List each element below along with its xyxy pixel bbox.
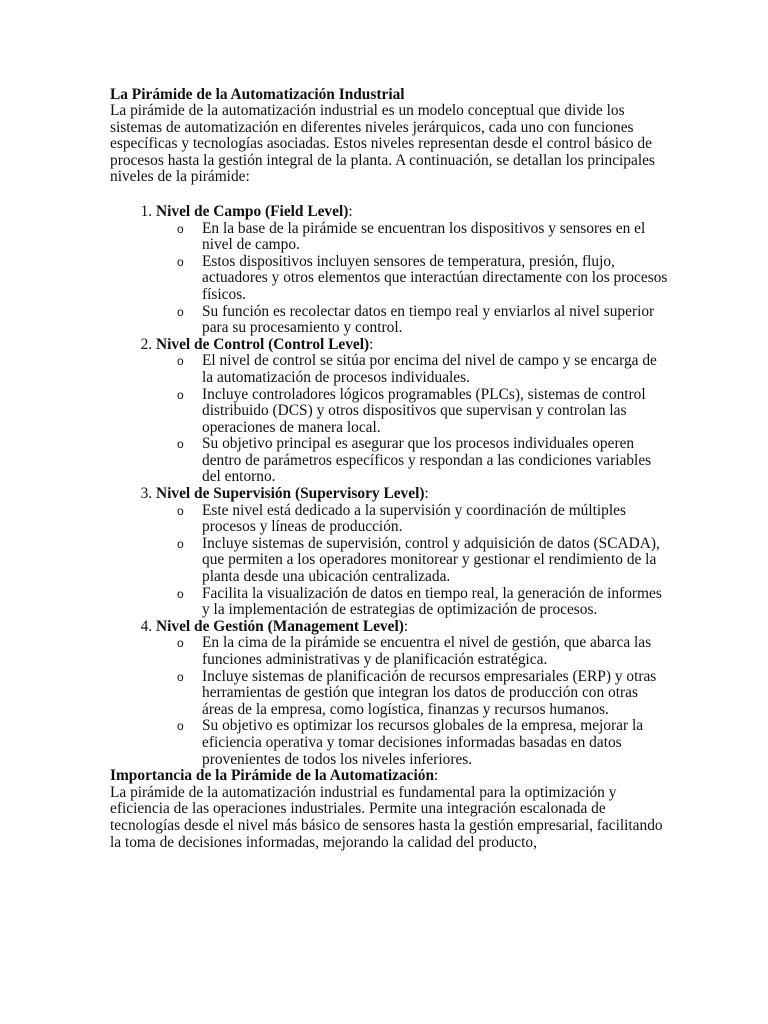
document-title: La Pirámide de la Automatización Industrial xyxy=(110,86,405,103)
bullet-circle-icon: o xyxy=(177,503,184,518)
bullet-circle-icon: o xyxy=(177,437,184,452)
bullet-item xyxy=(177,667,668,719)
bullet-text: Incluye sistemas de planificación de recursos empresariales (ERP) y otras herramientas de gestión que integran los datos de producción con otras áreas de la empresa, como logística, finanzas y recursos humanos. xyxy=(202,667,657,718)
level-suffix: : xyxy=(348,202,353,220)
level-name: Nivel de Control (Control Level) xyxy=(156,335,370,353)
bullet-text: Incluye sistemas de supervisión, control y adquisición de datos (SCADA), que permiten a los operadores monitorear y gestionar el rendimiento de la planta desde una ubicación centralizada. xyxy=(202,534,660,586)
bullet-item xyxy=(177,534,668,586)
bullet-circle-icon: o xyxy=(177,354,184,369)
level-name: Nivel de Campo (Field Level) xyxy=(156,202,349,220)
bullet-item xyxy=(177,219,668,254)
level-bullets xyxy=(156,353,668,486)
bullet-circle-icon: o xyxy=(177,304,184,319)
level-heading xyxy=(156,204,668,221)
bullet-item xyxy=(177,584,668,619)
bullet-text: Su objetivo principal es asegurar que los procesos individuales operen dentro de parámetros específicos y respondan a las condiciones variables del entorno. xyxy=(202,435,652,486)
bullet-text: Su objetivo es optimizar los recursos globales de la empresa, mejorar la eficiencia operativa y tomar decisiones informadas basadas en datos provenientes de todos los niveles inferiores. xyxy=(202,717,644,768)
section-heading-text: Importancia de la Pirámide de la Automatización xyxy=(110,767,435,785)
bullet-text: Incluye controladores lógicos programables (PLCs), sistemas de control distribuido (DCS) y otros dispositivos que supervisan y controlan las operaciones de manera local. xyxy=(202,385,646,436)
level-heading xyxy=(156,486,668,503)
level-bullets xyxy=(156,503,668,619)
bullet-item xyxy=(177,252,668,304)
level-suffix: : xyxy=(403,617,409,635)
bullet-text: En la cima de la pirámide se encuentra el nivel de gestión, que abarca las funciones administrativas y de planificación estratégica. xyxy=(202,634,652,668)
level-bullets xyxy=(156,635,668,768)
bullet-item xyxy=(177,501,668,536)
bullet-text: En la base de la pirámide se encuentran los dispositivos y sensores en el nivel de campo. xyxy=(202,219,646,254)
bullet-text: Estos dispositivos incluyen sensores de temperatura, presión, flujo, actuadores y otros elementos que interactúan directamente con los procesos físicos. xyxy=(202,252,668,303)
bullet-circle-icon: o xyxy=(177,669,184,684)
bullet-circle-icon: o xyxy=(177,536,184,551)
section-heading xyxy=(110,768,668,785)
bullet-text: Su función es recolectar datos en tiempo real y enviarlos al nivel superior para su procesamiento y control. xyxy=(202,302,655,337)
closing-paragraph: La pirámide de la automatización industrial es fundamental para la optimización y eficiencia de las operaciones industriales. Permite una integración escalonada de tecnologías desde el nivel más básico de sensores hasta la gestión empresarial, facilitando la toma de decisiones informadas, mejorando la calidad del producto, xyxy=(110,783,663,851)
bullet-item xyxy=(177,302,668,337)
bullet-item xyxy=(177,717,668,768)
bullet-item xyxy=(177,634,668,668)
bullet-circle-icon: o xyxy=(177,586,184,601)
level-name: Nivel de Supervisión (Supervisory Level) xyxy=(156,485,425,503)
bullet-circle-icon: o xyxy=(177,221,184,236)
level-suffix: : xyxy=(424,485,429,503)
bullet-item xyxy=(177,435,668,486)
level-item xyxy=(156,486,668,619)
bullet-item xyxy=(177,385,668,437)
level-heading xyxy=(156,619,668,636)
bullet-circle-icon: o xyxy=(177,387,184,402)
bullet-text: Este nivel está dedicado a la supervisión y coordinación de múltiples procesos y líneas de producción. xyxy=(202,501,626,536)
bullet-item xyxy=(177,352,668,386)
section-heading-suffix: : xyxy=(434,767,439,785)
levels-list xyxy=(110,204,668,768)
intro-paragraph: La pirámide de la automatización industrial es un modelo conceptual que divide los sistemas de automatización en diferentes niveles jerárquicos, cada uno con funciones específicas y tecnologías asociadas. Estos niveles representan desde el control básico de procesos hasta la gestión integral de la planta. A continuación, se detallan los principales niveles de la pirámide: xyxy=(110,102,655,186)
bullet-circle-icon: o xyxy=(177,719,184,734)
bullet-text: Facilita la visualización de datos en tiempo real, la generación de informes y la implementación de estrategias de optimización de procesos. xyxy=(202,584,662,619)
bullet-circle-icon: o xyxy=(177,636,184,651)
level-name: Nivel de Gestión (Management Level) xyxy=(156,617,404,635)
level-item xyxy=(156,619,668,768)
level-item xyxy=(156,204,668,337)
level-suffix: : xyxy=(369,335,374,353)
level-bullets xyxy=(156,221,668,337)
level-heading xyxy=(156,337,668,354)
bullet-text: El nivel de control se sitúa por encima del nivel de campo y se encarga de la automatización de procesos individuales. xyxy=(202,352,657,386)
level-item xyxy=(156,337,668,486)
bullet-circle-icon: o xyxy=(177,254,184,269)
